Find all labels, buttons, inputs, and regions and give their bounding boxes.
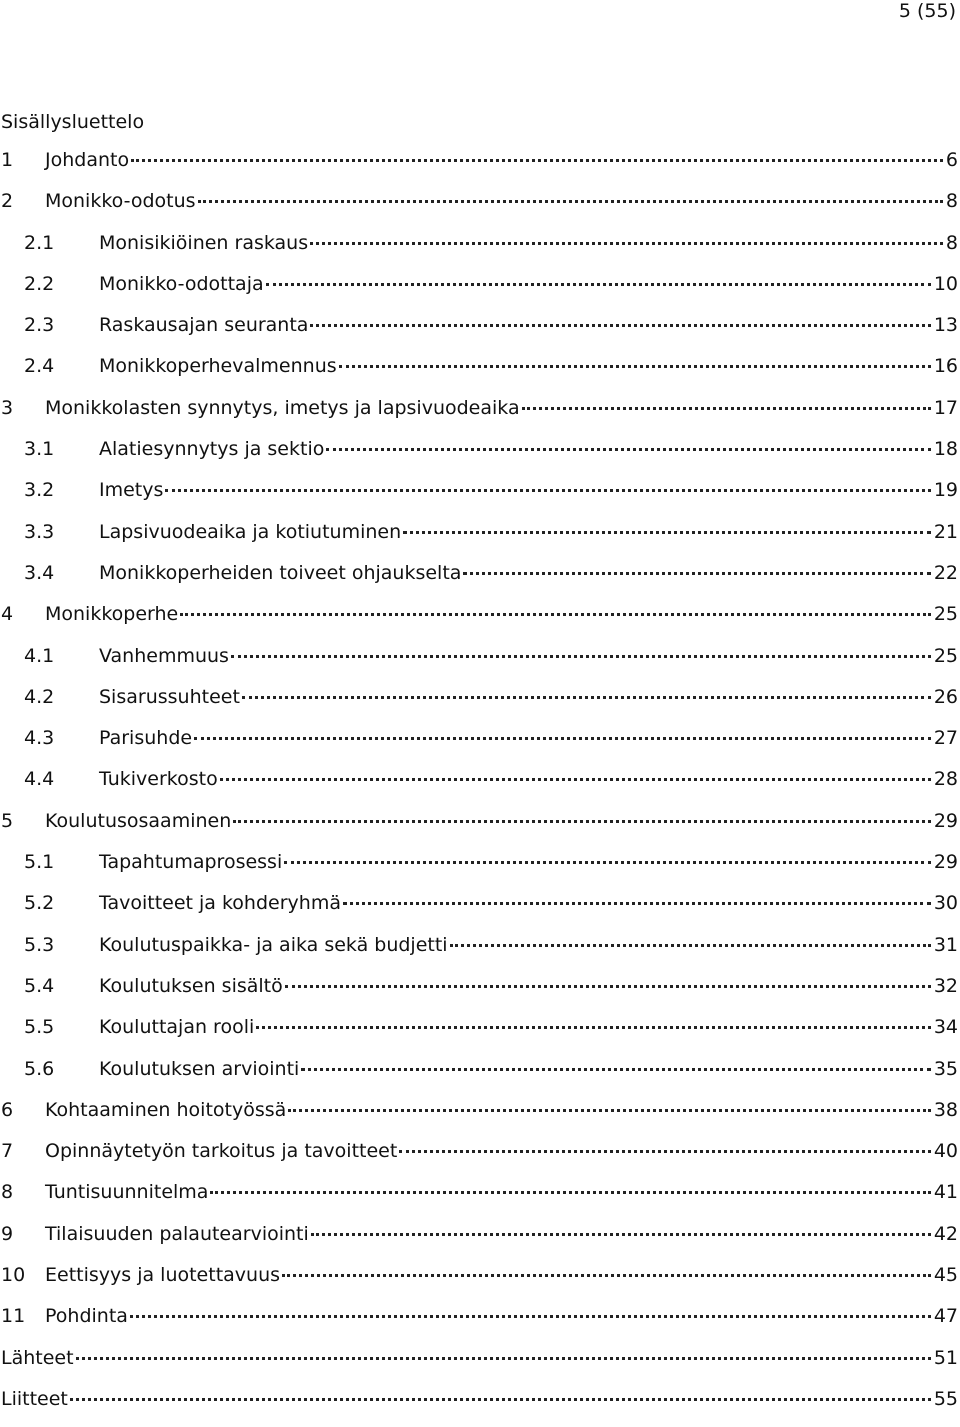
toc-entry-label: Sisarussuhteet <box>99 685 240 708</box>
toc-entry[interactable] <box>0 1303 958 1344</box>
toc-dot-leader <box>194 737 931 740</box>
toc-entry-label: Monikkoperheiden toiveet ohjaukselta <box>99 561 462 584</box>
toc-dot-leader <box>242 696 931 699</box>
toc-entry-label: Koulutuspaikka- ja aika sekä budjetti <box>99 933 448 956</box>
toc-entry[interactable] <box>0 932 958 973</box>
toc-dot-leader <box>285 985 931 988</box>
toc-entry-page: 41 <box>933 1181 958 1204</box>
toc-entry[interactable] <box>0 725 958 766</box>
toc-entry[interactable] <box>0 230 958 271</box>
toc-entry-label: Tuntisuunnitelma <box>45 1181 209 1204</box>
toc-entry[interactable] <box>0 1056 958 1097</box>
toc-entry-label: Raskausajan seuranta <box>99 314 309 337</box>
toc-entry-label: Koulutuksen sisältö <box>99 974 283 997</box>
toc-entry-page: 8 <box>945 231 958 254</box>
toc-entry-number: 4.4 <box>24 768 55 791</box>
toc-dot-leader <box>326 448 930 451</box>
toc-entry-number: 4.1 <box>24 644 55 667</box>
toc-entry-page: 16 <box>933 355 958 378</box>
toc-entry-page: 55 <box>933 1387 958 1410</box>
toc-entry-page: 27 <box>933 727 958 750</box>
toc-entry-page: 38 <box>933 1098 958 1121</box>
toc-entry-number: 4.2 <box>24 685 55 708</box>
toc-entry-label: Lähteet <box>1 1346 74 1369</box>
toc-entry[interactable] <box>0 849 958 890</box>
toc-entry-label: Tilaisuuden palautearviointi <box>45 1222 309 1245</box>
toc-entry[interactable] <box>0 1221 958 1262</box>
toc-dot-leader <box>339 365 931 368</box>
toc-entry-page: 10 <box>933 272 958 295</box>
toc-entry[interactable] <box>0 395 958 436</box>
toc-entry[interactable] <box>0 1097 958 1138</box>
toc-entry-page: 30 <box>933 892 958 915</box>
page-number: 5 (55) <box>898 0 956 22</box>
toc-dot-leader <box>231 655 931 658</box>
toc-entry[interactable] <box>0 1386 958 1427</box>
toc-entry-page: 22 <box>933 561 958 584</box>
toc-entry-label: Tapahtumaprosessi <box>99 851 283 874</box>
toc-dot-leader <box>310 242 943 245</box>
toc-entry-label: Monisikiöinen raskaus <box>99 231 309 254</box>
toc-entry[interactable] <box>0 890 958 931</box>
toc-dot-leader <box>311 1233 931 1236</box>
toc-entry-page: 18 <box>933 438 958 461</box>
toc-entry-number: 3.2 <box>24 479 55 502</box>
toc-entry-number: 4 <box>1 603 14 626</box>
toc-entry-label: Tukiverkosto <box>99 768 218 791</box>
toc-entry-page: 28 <box>933 768 958 791</box>
toc-dot-leader <box>130 1315 931 1318</box>
toc-entry[interactable] <box>0 436 958 477</box>
toc-entry-number: 4.3 <box>24 727 55 750</box>
toc-entry-number: 5.2 <box>24 892 55 915</box>
toc-entry-label: Vanhemmuus <box>99 644 229 667</box>
toc-entry-page: 25 <box>933 644 958 667</box>
toc-entry-number: 5 <box>1 809 14 832</box>
toc-entry-page: 45 <box>933 1264 958 1287</box>
toc-dot-leader <box>282 1274 931 1277</box>
toc-entry[interactable] <box>0 188 958 229</box>
toc-title: Sisällysluettelo <box>1 111 145 133</box>
toc-dot-leader <box>165 489 930 492</box>
toc-dot-leader <box>256 1026 931 1029</box>
toc-dot-leader <box>284 861 931 864</box>
toc-entry-number: 3.3 <box>24 520 55 543</box>
toc-entry-page: 6 <box>945 149 958 171</box>
toc-entry-label: Monikkoperhevalmennus <box>99 355 337 378</box>
toc-entry-number: 2.1 <box>24 231 55 254</box>
toc-entry-page: 29 <box>933 809 958 832</box>
toc-dot-leader <box>233 820 931 823</box>
toc-entry-number: 3.1 <box>24 438 55 461</box>
toc-dot-leader <box>403 531 931 534</box>
toc-entry-label: Kouluttajan rooli <box>99 1016 255 1039</box>
toc-entry-page: 42 <box>933 1222 958 1245</box>
toc-entry[interactable] <box>0 973 958 1014</box>
toc-entry-label: Alatiesynnytys ja sektio <box>99 438 325 461</box>
toc-entry-page: 25 <box>933 603 958 626</box>
toc-entry[interactable] <box>0 477 958 518</box>
toc-entry[interactable] <box>0 147 958 188</box>
toc-entry-page: 34 <box>933 1016 958 1039</box>
toc-entry-number: 9 <box>1 1222 14 1245</box>
toc-dot-leader <box>210 1191 930 1194</box>
toc-entry-number: 3.4 <box>24 561 55 584</box>
toc-entry-label: Monikko-odottaja <box>99 272 264 295</box>
toc-dot-leader <box>180 613 931 616</box>
toc-entry-page: 40 <box>933 1140 958 1163</box>
toc-entry-page: 26 <box>933 685 958 708</box>
toc-entry[interactable] <box>0 560 958 601</box>
toc-entry-label: Koulutusosaaminen <box>45 809 232 832</box>
toc-entry-page: 29 <box>933 851 958 874</box>
toc-entry-label: Monikko-odotus <box>45 190 196 213</box>
toc-dot-leader <box>343 902 931 905</box>
toc-entry[interactable] <box>0 1138 958 1179</box>
toc-dot-leader <box>463 572 930 575</box>
toc-dot-leader <box>301 1068 930 1071</box>
toc-entry[interactable] <box>0 312 958 353</box>
toc-dot-leader <box>266 283 931 286</box>
toc-dot-leader <box>70 1398 931 1401</box>
toc-dot-leader <box>220 778 931 781</box>
toc-entry-label: Opinnäytetyön tarkoitus ja tavoitteet <box>45 1140 398 1163</box>
toc-entry-label: Tavoitteet ja kohderyhmä <box>99 892 341 915</box>
toc-dot-leader <box>310 324 930 327</box>
toc-entry[interactable] <box>0 353 958 394</box>
toc-entry-label: Johdanto <box>45 149 130 171</box>
toc-entry-page: 35 <box>933 1057 958 1080</box>
toc-entry-page: 8 <box>945 190 958 213</box>
toc-entry-page: 32 <box>933 974 958 997</box>
toc-entry[interactable] <box>0 519 958 560</box>
toc-entry[interactable] <box>0 1179 958 1220</box>
toc-entry-label: Monikkoperhe <box>45 603 179 626</box>
table-of-contents <box>0 147 958 1427</box>
toc-entry-number: 2.4 <box>24 355 55 378</box>
toc-dot-leader <box>76 1357 931 1360</box>
toc-entry-number: 5.6 <box>24 1057 55 1080</box>
toc-entry-number: 8 <box>1 1181 14 1204</box>
toc-entry-page: 17 <box>933 396 958 419</box>
toc-entry-label: Parisuhde <box>99 727 193 750</box>
toc-entry-page: 19 <box>933 479 958 502</box>
toc-entry-number: 6 <box>1 1098 14 1121</box>
toc-entry-page: 31 <box>933 933 958 956</box>
toc-entry-page: 51 <box>933 1346 958 1369</box>
toc-entry-label: Koulutuksen arviointi <box>99 1057 300 1080</box>
toc-entry[interactable] <box>0 601 958 642</box>
toc-entry[interactable] <box>0 684 958 725</box>
toc-entry-label: Liitteet <box>1 1387 68 1410</box>
toc-dot-leader <box>198 200 943 203</box>
toc-entry-number: 7 <box>1 1140 14 1163</box>
toc-entry-page: 21 <box>933 520 958 543</box>
toc-entry-number: 10 <box>1 1264 26 1287</box>
toc-entry-number: 2.3 <box>24 314 55 337</box>
toc-entry[interactable] <box>0 271 958 312</box>
toc-entry-label: Eettisyys ja luotettavuus <box>45 1264 281 1287</box>
toc-entry-number: 11 <box>1 1305 26 1328</box>
toc-dot-leader <box>522 407 931 410</box>
toc-entry[interactable] <box>0 808 958 849</box>
toc-entry-page: 47 <box>933 1305 958 1328</box>
toc-entry-number: 3 <box>1 396 14 419</box>
toc-entry-number: 5.3 <box>24 933 55 956</box>
toc-dot-leader <box>288 1109 931 1112</box>
toc-entry-label: Kohtaaminen hoitotyössä <box>45 1098 287 1121</box>
toc-entry-number: 1 <box>1 149 14 171</box>
toc-entry-label: Monikkolasten synnytys, imetys ja lapsivuodeaika <box>45 396 520 419</box>
toc-dot-leader <box>399 1150 931 1153</box>
toc-entry-number: 5.4 <box>24 974 55 997</box>
toc-entry-label: Pohdinta <box>45 1305 128 1328</box>
toc-entry-page: 13 <box>933 314 958 337</box>
toc-entry[interactable] <box>0 1345 958 1386</box>
toc-dot-leader <box>131 159 943 162</box>
toc-entry-number: 5.5 <box>24 1016 55 1039</box>
toc-entry-label: Imetys <box>99 479 164 502</box>
toc-dot-leader <box>450 944 931 947</box>
toc-entry-number: 2 <box>1 190 14 213</box>
toc-entry-label: Lapsivuodeaika ja kotiutuminen <box>99 520 402 543</box>
toc-entry[interactable] <box>0 766 958 807</box>
toc-entry[interactable] <box>0 1262 958 1303</box>
toc-entry[interactable] <box>0 643 958 684</box>
toc-entry[interactable] <box>0 1014 958 1055</box>
toc-entry-number: 2.2 <box>24 272 55 295</box>
toc-entry-number: 5.1 <box>24 851 55 874</box>
